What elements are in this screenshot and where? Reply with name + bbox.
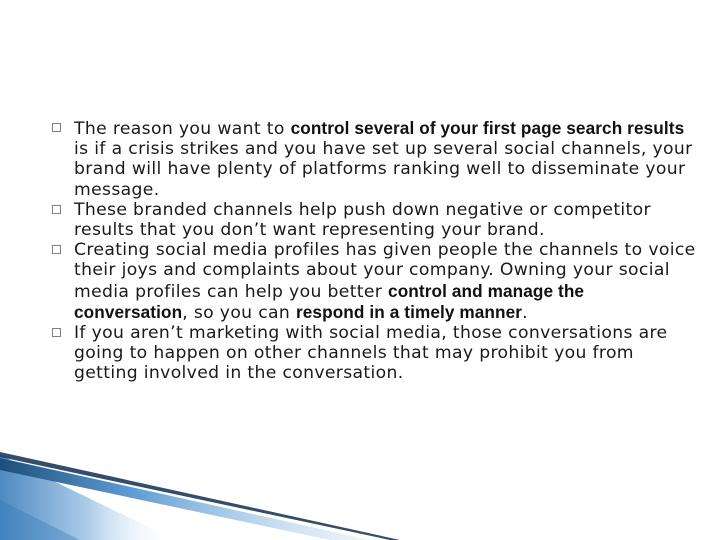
- bullet-text: is if a crisis strikes and you have set up several social channels, your brand will have plenty of platforms ranking well to disseminate your message.: [74, 139, 693, 200]
- bullet-item: [52, 323, 702, 384]
- bullet-text: If you aren’t marketing with social media, those conversations are going to happen on other channels that may prohibit you from getting involved in the conversation.: [74, 323, 668, 384]
- emphasized-text: respond in a timely manner: [295, 301, 523, 322]
- square-bullet-icon: [52, 205, 61, 214]
- square-bullet-icon: [52, 123, 61, 132]
- bullet-text: The reason you want to: [74, 119, 291, 139]
- bullet-text: , so you can: [182, 302, 296, 323]
- emphasized-text: control and manage the conversation: [74, 280, 585, 322]
- bullet-item: [52, 240, 702, 323]
- emphasized-text: control several of your first page search results: [290, 118, 685, 138]
- bullet-list: [52, 118, 702, 384]
- bullet-item: [52, 200, 702, 240]
- bullet-text: Creating social media profiles has given people the channels to voice their joys and complaints about your company. Owning your social media profiles can help you better: [74, 240, 696, 302]
- square-bullet-icon: [52, 245, 61, 254]
- bullet-item: [52, 118, 702, 200]
- bullet-text: These branded channels help push down negative or competitor results that you don’t want representing your brand.: [74, 199, 651, 241]
- square-bullet-icon: [52, 328, 61, 337]
- bullet-text: .: [522, 302, 528, 323]
